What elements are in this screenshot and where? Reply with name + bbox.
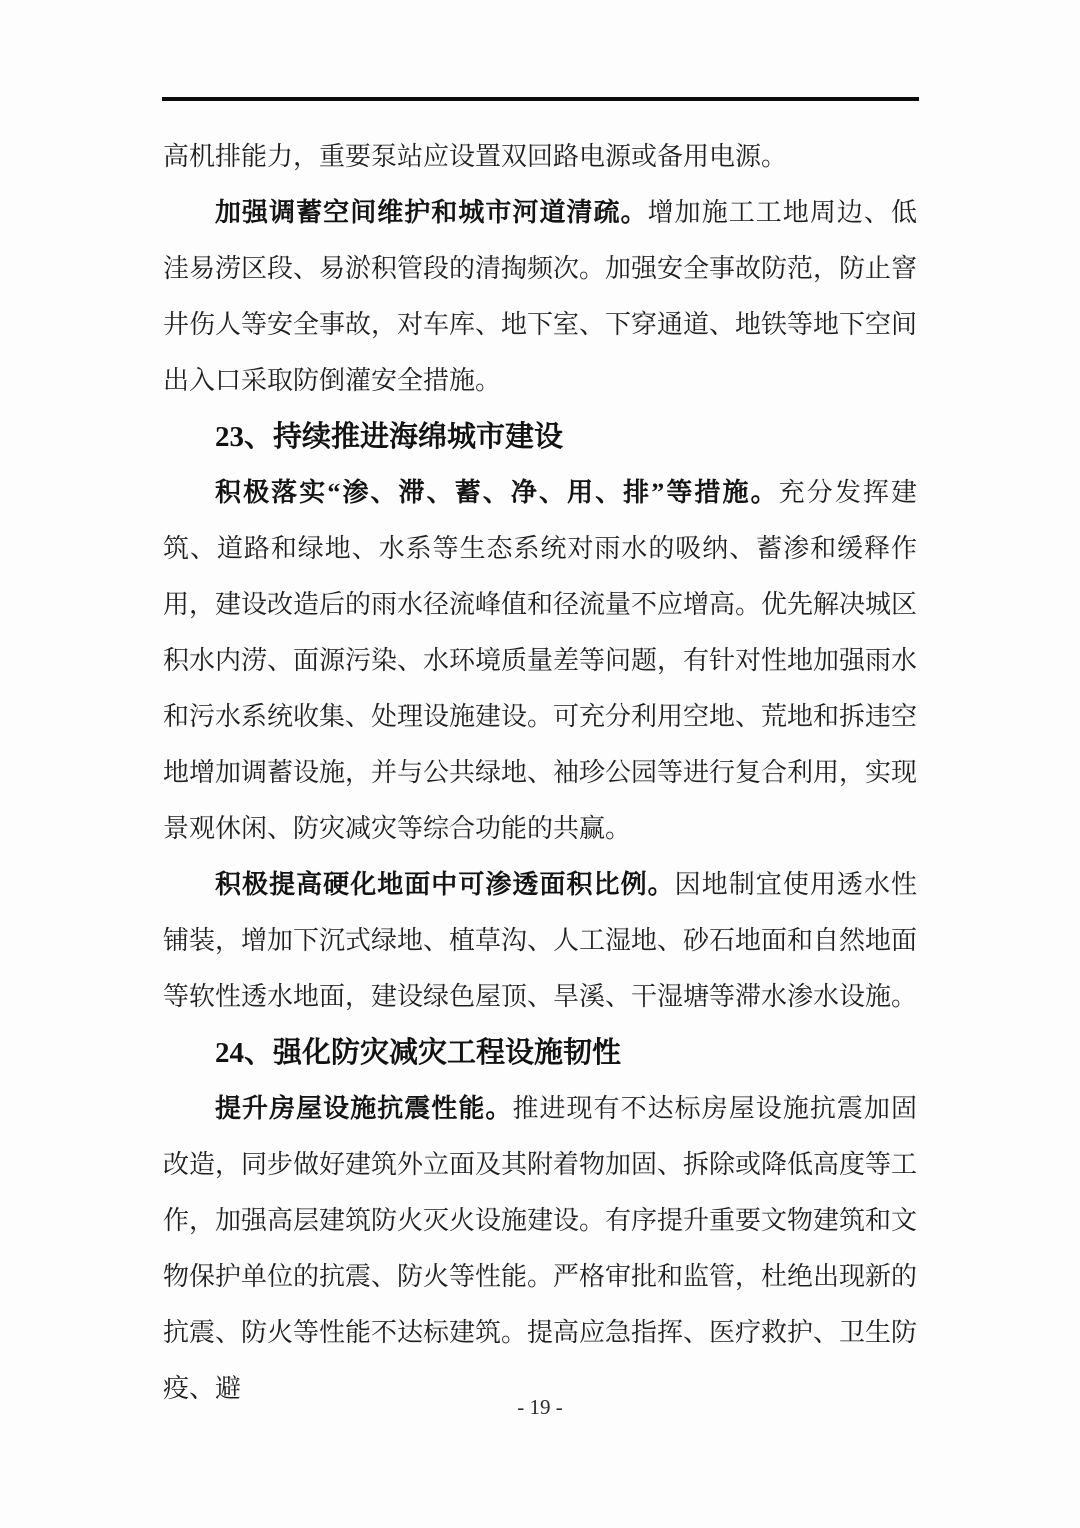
paragraph-text: 充分发挥建筑、道路和绿地、水系等生态系统对雨水的吸纳、蓄渗和缓释作用，建设改造后的雨水径流峰值和径流量不应增高。优先解决城区积水内涝、面源污染、水环境质量差等问题，有针对性地加强雨水和污水系统收集、处理设施建设。可充分利用空地、荒地和拆违空地增加调蓄设施，并与公共绿地、袖珍公园等进行复合利用，实现景观休闲、防灾减灾等综合功能的共赢。 xyxy=(163,478,918,843)
document-content xyxy=(163,129,917,1417)
header-rule xyxy=(162,97,919,101)
paragraph-text: 推进现有不达标房屋设施抗震加固改造，同步做好建筑外立面及其附着物加固、拆除或降低高度等工作，加强高层建筑防火灭火设施建设。有序提升重要文物建筑和文物保护单位的抗震、防火等性能。严格审批和监管，杜绝出现新的抗震、防火等性能不达标建筑。提高应急指挥、医疗救护、卫生防疫、避 xyxy=(163,1094,918,1403)
paragraph-text: 因地制宜使用透水性铺装，增加下沉式绿地、植草沟、人工湿地、砂石地面和自然地面等软性透水地面，建设绿色屋顶、旱溪、干湿塘等滞水渗水设施。 xyxy=(163,870,918,1011)
paragraph-bold-lead: 提升房屋设施抗震性能。 xyxy=(215,1094,513,1123)
paragraph-storage-dredging xyxy=(163,185,917,409)
paragraph-permeable-ratio xyxy=(163,857,917,1025)
section-heading-24: 24、强化防灾减灾工程设施韧性 xyxy=(215,1037,622,1069)
paragraph-sponge-measures xyxy=(163,465,917,857)
paragraph-bold-lead: 积极落实“渗、滞、蓄、净、用、排”等措施。 xyxy=(215,478,779,507)
section-heading-23: 23、持续推进海绵城市建设 xyxy=(215,421,564,453)
paragraph-seismic xyxy=(163,1081,917,1417)
paragraph-bold-lead: 积极提高硬化地面中可渗透面积比例。 xyxy=(215,870,675,899)
paragraph-text: 增加施工工地周边、低洼易涝区段、易淤积管段的清掏频次。加强安全事故防范，防止窨井伤人等安全事故，对车库、地下室、下穿通道、地铁等地下空间出入口采取防倒灌安全措施。 xyxy=(163,198,918,395)
paragraph-text: 高机排能力，重要泵站应设置双回路电源或备用电源。 xyxy=(163,142,788,171)
page-number: - 19 - xyxy=(517,1395,563,1419)
page-footer xyxy=(0,1392,1080,1422)
paragraph-continuation xyxy=(163,129,917,185)
paragraph-bold-lead: 加强调蓄空间维护和城市河道清疏。 xyxy=(215,198,648,227)
